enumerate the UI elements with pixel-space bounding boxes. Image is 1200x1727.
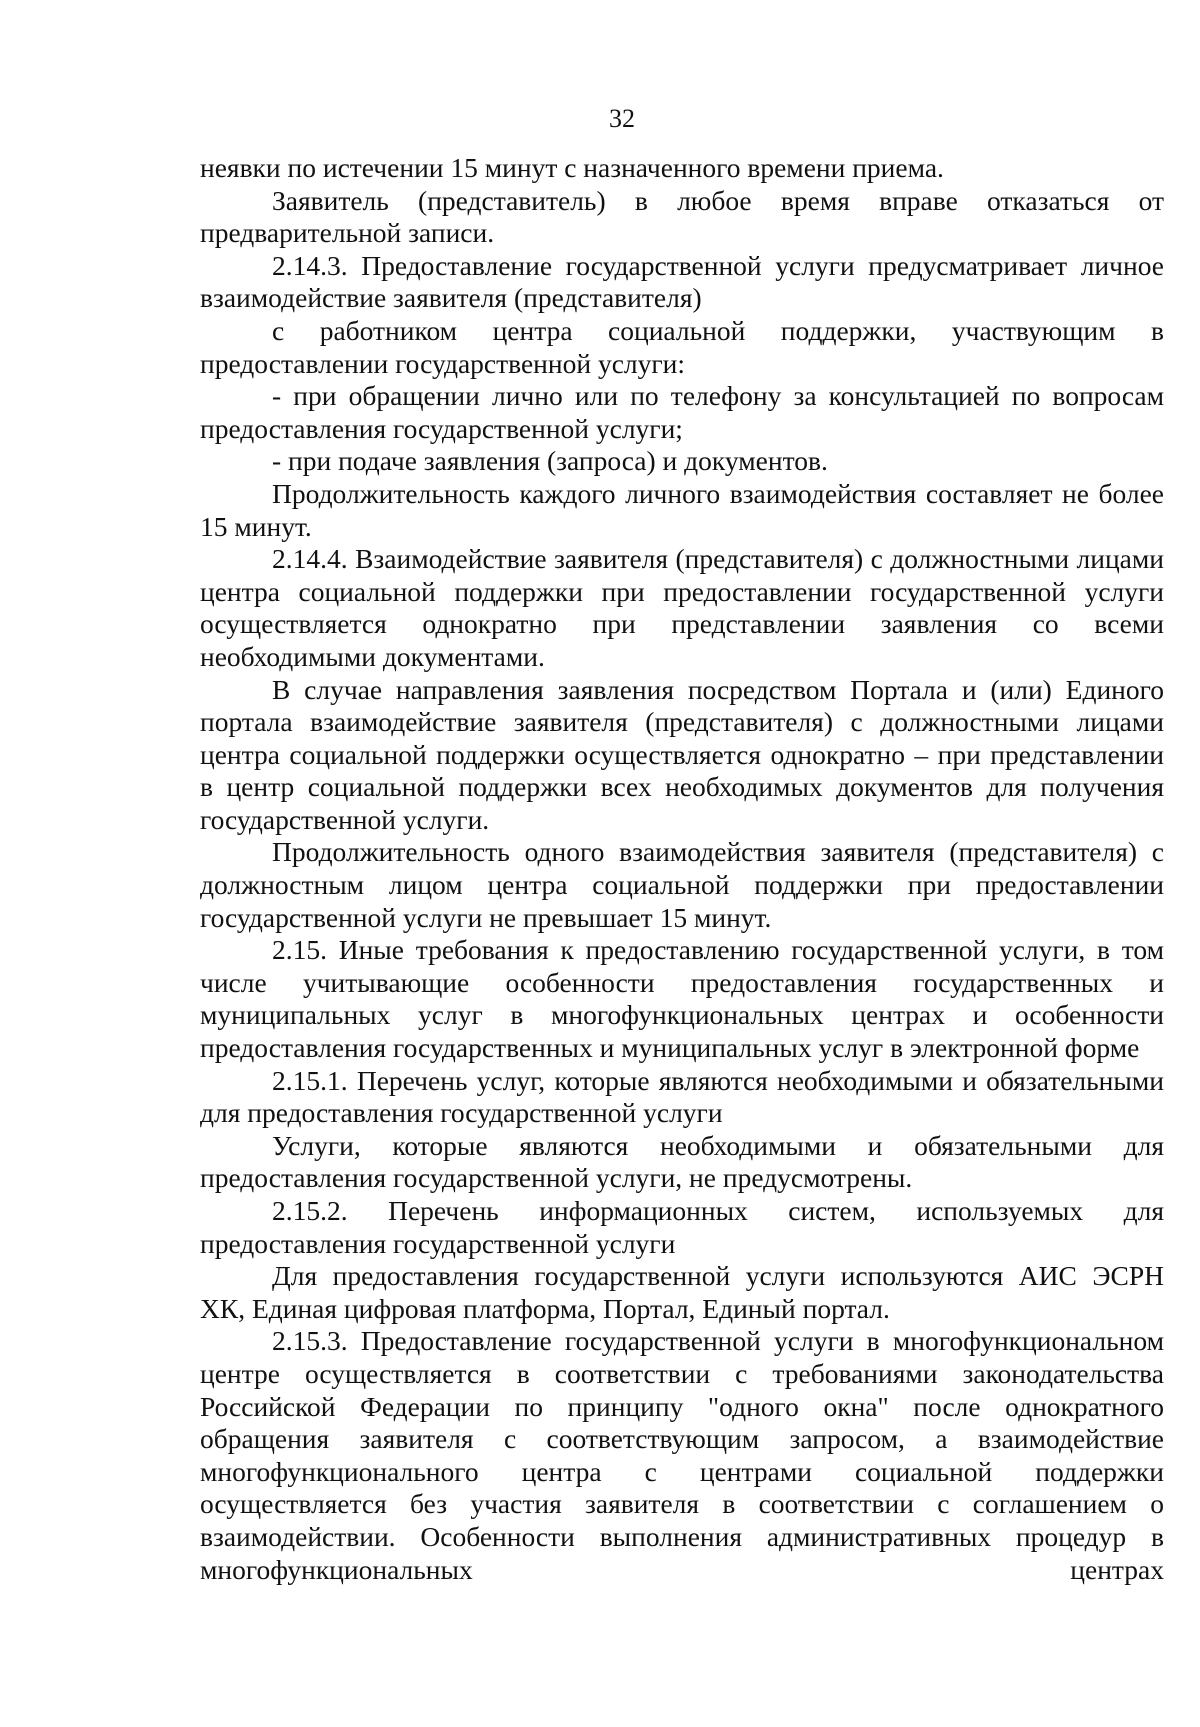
paragraph: Продолжительность каждого личного взаимодействия составляет не более 15 минут.	[200, 477, 1164, 542]
list-item: - при обращении лично или по телефону за консультацией по вопросам предоставления государственной услуги;	[200, 380, 1164, 444]
paragraph-section-2-15: 2.15. Иные требования к предоставлению государственной услуги, в том числе учитывающие особенности предоставления государственных и муниципальных услуг в многофункциональных центрах и особенности предоставления государственных и муниципальных услуг в электронной форме	[200, 934, 1164, 1064]
paragraph: Для предоставления государственной услуги используются АИС ЭСРН ХК, Единая цифровая платформа, Портал, Единый портал.	[200, 1260, 1164, 1324]
paragraph: с работником центра социальной поддержки, участвующим в предоставлении государственной услуги:	[200, 314, 1164, 379]
paragraph-section-2-14-3: 2.14.3. Предоставление государственной услуги предусматривает личное взаимодействие заявителя (представителя)	[200, 249, 1164, 314]
paragraph: Продолжительность одного взаимодействия заявителя (представителя) с должностным лицом центра социальной поддержки при предоставлении государственной услуги не превышает 15 минут.	[200, 836, 1164, 933]
paragraph-section-2-15-2: 2.15.2. Перечень информационных систем, используемых для предоставления государственной услуги	[200, 1195, 1164, 1259]
document-body	[200, 152, 1164, 1586]
paragraph: Услуги, которые являются необходимыми и обязательными для предоставления государственной услуги, не предусмотрены.	[200, 1129, 1164, 1194]
paragraph: Заявитель (представитель) в любое время вправе отказаться от предварительной записи.	[200, 184, 1164, 249]
paragraph: В случае направления заявления посредством Портала и (или) Единого портала взаимодействие заявителя (представителя) с должностными лицами центра социальной поддержки осуществляется однократно – при представлении в центр социальной поддержки всех необходимых документов для получения государственной услуги.	[200, 673, 1164, 835]
page-number: 32	[609, 104, 635, 133]
list-item: - при подаче заявления (запроса) и документов.	[272, 445, 828, 477]
paragraph-section-2-15-3: 2.15.3. Предоставление государственной услуги в многофункциональном центре осуществляется в соответствии с требованиями законодательства Российской Федерации по принципу "одного окна" после однократного обращения заявителя с соответствующим запросом, а взаимодействие многофункционального центра с центрами социальной поддержки осуществляется без участия заявителя в соответствии с соглашением о взаимодействии. Особенности выполнения административных процедур в многофункциональных центрах	[200, 1325, 1164, 1585]
paragraph-section-2-15-1: 2.15.1. Перечень услуг, которые являются необходимыми и обязательными для предоставления государственной услуги	[200, 1064, 1164, 1129]
paragraph-section-2-14-4: 2.14.4. Взаимодействие заявителя (представителя) с должностными лицами центра социальной поддержки при предоставлении государственной услуги осуществляется однократно при представлении заявления со всеми необходимыми документами.	[200, 543, 1164, 672]
paragraph-continuation: неявки по истечении 15 минут с назначенного времени приема.	[200, 152, 944, 183]
